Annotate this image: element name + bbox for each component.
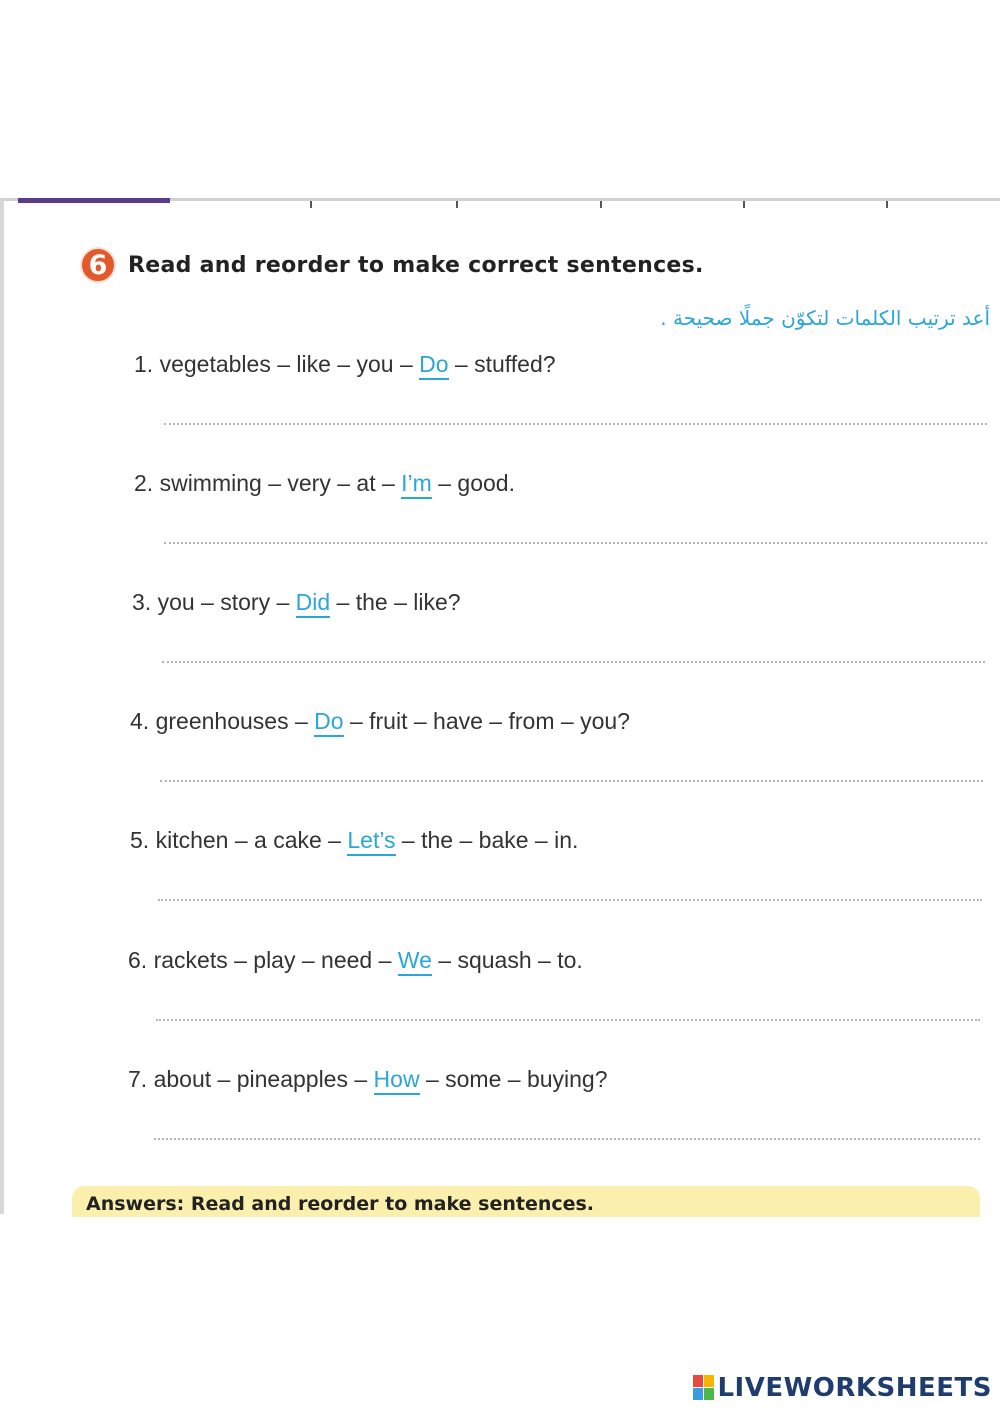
liveworksheets-logo [693,1373,992,1403]
item-words-before: kitchen – a cake – [155,827,348,853]
list-item [4,589,1000,708]
answers-banner: Answers: Read and reorder to make sentences. [72,1186,980,1217]
item-keyword: How [374,1066,420,1095]
item-words-after: – stuffed? [448,351,556,377]
worksheet-page [0,198,1000,1214]
item-number: 3. [132,589,152,615]
item-keyword: Do [314,708,343,737]
item-words-after: – squash – to. [431,947,583,973]
answer-line[interactable] [164,423,987,425]
list-item [4,470,1000,589]
list-item [4,947,1000,1066]
scrambled-sentence [134,351,556,378]
item-keyword: Do [419,351,448,380]
ruler-tick [600,201,602,208]
list-item [4,351,1000,470]
exercise-title: Read and reorder to make correct sentences. [128,252,704,278]
item-words-after: – fruit – have – from – you? [343,708,630,734]
scrambled-sentence [128,1066,608,1093]
tab-accent-bar [18,198,170,203]
answer-line[interactable] [158,899,982,901]
answer-line[interactable] [164,542,987,544]
item-number: 7. [128,1066,148,1092]
item-keyword: Let’s [347,827,395,856]
brand-name: LIVEWORKSHEETS [717,1373,992,1403]
item-words-after: – good. [431,470,515,496]
item-words-before: greenhouses – [155,708,315,734]
list-item [4,708,1000,827]
answer-line[interactable] [156,1019,980,1021]
scrambled-sentence [128,947,583,974]
ruler-tick [310,201,312,208]
brand-grid-icon [693,1375,715,1401]
item-number: 5. [130,827,150,853]
answer-line[interactable] [160,780,983,782]
list-item [4,827,1000,946]
ruler-tick [456,201,458,208]
item-words-before: vegetables – like – you – [159,351,420,377]
exercise-header [80,247,704,283]
answer-line[interactable] [154,1138,980,1140]
item-words-before: about – pineapples – [153,1066,374,1092]
scrambled-sentence [130,708,630,735]
item-keyword: Did [296,589,331,618]
exercise-number-badge: 6 [80,247,116,283]
exercise-instruction-arabic: أعد ترتيب الكلمات لتكوّن جملًا صحيحة . [660,306,990,330]
item-number: 2. [134,470,154,496]
item-keyword: I’m [401,470,432,499]
item-words-after: – the – bake – in. [395,827,579,853]
item-words-before: swimming – very – at – [159,470,402,496]
item-words-after: – the – like? [330,589,461,615]
scrambled-sentence [130,827,578,854]
item-words-after: – some – buying? [419,1066,608,1092]
item-number: 1. [134,351,154,377]
item-words-before: you – story – [157,589,296,615]
item-words-before: rackets – play – need – [153,947,398,973]
ruler-tick [886,201,888,208]
answer-line[interactable] [162,661,985,663]
scrambled-sentence [134,470,515,497]
item-number: 4. [130,708,150,734]
ruler-tick [743,201,745,208]
list-item [4,1066,1000,1185]
item-number: 6. [128,947,148,973]
scrambled-sentence [132,589,461,616]
item-keyword: We [398,947,432,976]
